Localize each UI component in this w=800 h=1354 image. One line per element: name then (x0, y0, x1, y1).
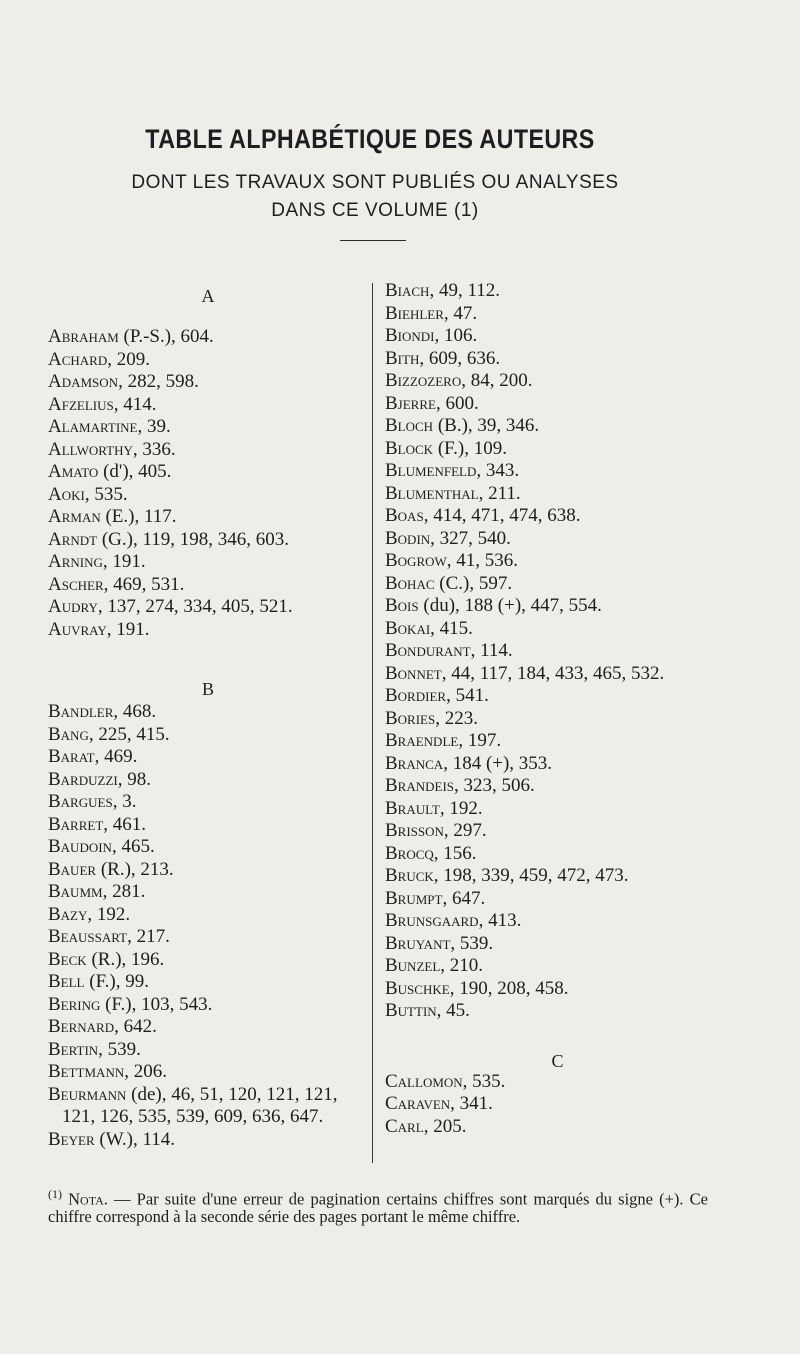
author-name: Buttin (385, 1000, 437, 1021)
author-entry (48, 394, 368, 417)
author-name: Bories (385, 707, 436, 729)
page-references: , 336. (132, 438, 176, 460)
page-references: , 44, 117, 184, 433, 465, 532. (441, 662, 665, 684)
page-references: , 39. (137, 416, 171, 437)
author-entry (385, 663, 730, 686)
author-entry (385, 955, 730, 978)
author-name: Callomon (385, 1070, 463, 1092)
author-name: Brunsgaard (385, 910, 479, 931)
section-letter: B (201, 679, 214, 699)
author-entry (48, 1039, 368, 1062)
author-entry (48, 769, 368, 792)
author-entry (48, 746, 368, 769)
author-name: Branca (385, 752, 444, 774)
author-entry (385, 753, 730, 776)
author-name: Bernard (48, 1016, 115, 1037)
page-references: , 600. (435, 392, 479, 414)
author-name: Beyer (48, 1128, 95, 1150)
author-entry (385, 820, 730, 843)
author-entry (385, 595, 730, 618)
author-entry (48, 926, 368, 949)
author-entry (385, 348, 730, 371)
author-name: Carl (385, 1115, 424, 1137)
footnote-label: Nota. (68, 1189, 108, 1209)
author-name: Arning (48, 551, 103, 572)
author-entry (48, 619, 368, 642)
page-references: , 191. (106, 618, 150, 640)
author-entry (48, 724, 368, 747)
author-entry (48, 484, 368, 507)
page-references: , 642. (114, 1016, 157, 1037)
author-name: Bogrow (385, 550, 447, 571)
page-references: (R.), 213. (96, 858, 174, 880)
author-entry (385, 910, 730, 933)
page-references: , 3. (112, 791, 137, 812)
page-references: (E.), 117. (100, 506, 177, 527)
page-references: , 415. (430, 617, 473, 639)
page-references: , 461. (103, 813, 147, 835)
author-entry (48, 881, 368, 904)
page-references: , 465. (111, 836, 155, 857)
page-references: , 469. (94, 746, 138, 767)
author-entry (48, 416, 368, 439)
right-column (385, 280, 730, 1138)
page-references: , 114. (470, 640, 513, 661)
author-entry (385, 888, 730, 911)
author-entry (385, 730, 730, 753)
author-entry (385, 1093, 730, 1116)
page-references: (F.), 109. (433, 437, 508, 459)
author-entry (385, 1116, 730, 1139)
author-entry (48, 701, 368, 724)
page-references: , 609, 636. (419, 347, 501, 369)
author-entry (385, 708, 730, 731)
author-name: Bloch (385, 415, 434, 436)
page-references: , 84, 200. (461, 370, 533, 391)
entry-list (48, 326, 368, 641)
page-references: (F.), 99. (84, 971, 149, 992)
page-references: (G.), 119, 198, 346, 603. (97, 528, 290, 550)
author-entry (48, 1084, 368, 1129)
page-references: , 191. (102, 551, 146, 572)
author-entry (385, 393, 730, 416)
author-name: Beaussart (48, 926, 128, 947)
footnote-text: — Par suite d'une erreur de pagination certains chiffres sont marqués du signe (+). Ce chiffre correspond à la seconde série des pages portant le même chiffre. (48, 1189, 709, 1226)
page-references: , 197. (458, 730, 502, 751)
author-name: Bauer (48, 858, 97, 880)
author-entry (48, 349, 368, 372)
author-name: Bertin (48, 1038, 99, 1060)
author-entry (48, 371, 368, 394)
author-entry (48, 439, 368, 462)
author-entry (385, 685, 730, 708)
page-references: , 205. (423, 1115, 467, 1137)
page-references: , 535. (84, 483, 128, 505)
left-column (48, 280, 368, 1151)
author-name: Bizzozero (385, 370, 462, 391)
page-references: , 282, 598. (118, 371, 199, 392)
author-entry (385, 280, 730, 303)
page-references: , 414. (113, 393, 157, 415)
page-references: (B.), 39, 346. (433, 415, 540, 436)
author-name: Brisson (385, 820, 444, 841)
author-entry (48, 551, 368, 574)
page-references: , 541. (446, 685, 489, 706)
author-name: Bruyant (385, 932, 451, 954)
author-entry (385, 303, 730, 326)
author-name: Bith (385, 347, 420, 369)
page-title: TABLE ALPHABÉTIQUE DES AUTEURS (145, 124, 595, 154)
author-entry (385, 505, 730, 528)
author-name: Bois (385, 595, 419, 616)
author-entry (48, 814, 368, 837)
page-references: , 47. (443, 302, 478, 324)
page-references: , 323, 506. (454, 775, 535, 796)
author-name: Biondi (385, 325, 435, 346)
author-name: Aoki (48, 483, 85, 505)
author-entry (385, 618, 730, 641)
author-entry (385, 370, 730, 393)
page-references: , 206. (124, 1061, 167, 1082)
page-references: , 414, 471, 474, 638. (423, 505, 581, 526)
section-letter: A (201, 286, 215, 306)
author-name: Bering (48, 993, 101, 1015)
page-references: (F.), 103, 543. (100, 993, 213, 1015)
author-entry (48, 904, 368, 927)
author-entry (385, 438, 730, 461)
author-entry (385, 843, 730, 866)
author-entry (48, 596, 368, 619)
author-entry (385, 978, 730, 1001)
page-references: , 210. (440, 955, 484, 976)
page-references: , 41, 536. (446, 550, 519, 571)
author-name: Bodin (385, 527, 431, 549)
page-references: , 468. (113, 701, 157, 722)
page-references: , 192. (439, 797, 483, 819)
author-name: Beck (48, 948, 87, 970)
author-name: Bargues (48, 791, 113, 812)
author-name: Buschke (385, 977, 450, 999)
page-references: , 137, 274, 334, 405, 521. (97, 596, 293, 617)
page-subtitle-line1: DONT LES TRAVAUX SONT PUBLIÉS OU ANALYSES (131, 172, 619, 193)
author-name: Achard (48, 348, 108, 370)
author-entry (48, 529, 368, 552)
author-entry (385, 550, 730, 573)
author-name: Bokai (385, 617, 431, 639)
page-references: , 469, 531. (103, 573, 185, 595)
author-name: Bordier (385, 685, 447, 706)
author-name: Ascher (48, 573, 104, 595)
author-name: Baumm (48, 881, 103, 902)
author-name: Brault (385, 797, 440, 819)
page-references: , 647. (442, 887, 486, 909)
author-name: Barat (48, 746, 95, 767)
author-name: Brandeis (385, 775, 455, 796)
author-name: Alamartine (48, 416, 138, 437)
author-name: Afzelius (48, 393, 114, 415)
author-name: Baudoin (48, 836, 112, 857)
author-name: Bunzel (385, 955, 441, 976)
column-divider (372, 283, 373, 1163)
author-entry (385, 483, 730, 506)
page-references: , 209. (107, 348, 150, 370)
footnote-marker: (1) (48, 1187, 62, 1201)
section-letter: C (551, 1050, 564, 1071)
entry-list (48, 701, 368, 1151)
author-entry (385, 1000, 730, 1023)
page-references: (R.), 196. (86, 948, 165, 970)
author-name: Auvray (48, 618, 107, 640)
author-entry (385, 640, 730, 663)
page-references: , 49, 112. (429, 280, 500, 301)
author-entry (48, 949, 368, 972)
author-name: Barduzzi (48, 768, 118, 790)
author-entry (385, 460, 730, 483)
author-entry (385, 528, 730, 551)
author-entry (48, 791, 368, 814)
footnote (48, 1186, 708, 1225)
author-entry (48, 994, 368, 1017)
author-name: Brocq (385, 842, 434, 864)
author-name: Biach (385, 280, 430, 301)
page-references: (C.), 597. (434, 572, 513, 594)
page-references: , 190, 208, 458. (449, 977, 569, 999)
author-entry (48, 836, 368, 859)
page-references: , 217. (127, 926, 170, 947)
author-name: Bazy (48, 903, 88, 925)
page-references: (du), 188 (+), 447, 554. (418, 595, 602, 616)
author-entry (48, 859, 368, 882)
author-name: Block (385, 437, 434, 459)
page-references: , 343. (476, 460, 520, 481)
author-name: Allworthy (48, 438, 133, 460)
page-references: (P.-S.), 604. (118, 326, 214, 347)
page-references: , 327, 540. (430, 527, 511, 549)
page-references: , 223. (435, 707, 478, 729)
page-references: , 297. (443, 820, 487, 841)
author-name: Bohac (385, 572, 435, 594)
author-entry (48, 574, 368, 597)
page-references: , 198, 339, 459, 472, 473. (433, 865, 629, 886)
author-name: Brumpt (385, 887, 443, 909)
page-references: , 106. (434, 325, 478, 346)
author-name: Caraven (385, 1093, 451, 1114)
page-references: (de), 46, 51, 120, 121, 121, 121, 126, 535, 539, 609, 636, 647. (62, 1083, 338, 1127)
author-name: Beurmann (48, 1083, 127, 1105)
page-references: , 535. (462, 1070, 506, 1092)
author-entry (48, 461, 368, 484)
page-references: , 281. (102, 881, 146, 902)
page-references: , 98. (117, 768, 151, 790)
author-name: Arman (48, 506, 101, 527)
author-name: Bondurant (385, 640, 471, 661)
author-entry (48, 506, 368, 529)
author-entry (385, 325, 730, 348)
author-entry (385, 798, 730, 821)
page-references: (d'), 405. (98, 461, 172, 482)
author-name: Braendle (385, 730, 459, 751)
author-name: Boas (385, 505, 424, 526)
author-name: Bonnet (385, 662, 442, 684)
author-name: Blumenfeld (385, 460, 477, 481)
author-name: Blumenthal (385, 482, 479, 504)
page-references: , 341. (450, 1093, 493, 1114)
page-subtitle-line2: DANS CE VOLUME (1) (271, 200, 479, 221)
page-references: (W.), 114. (94, 1128, 176, 1150)
author-name: Adamson (48, 371, 119, 392)
page-references: , 156. (433, 842, 477, 864)
author-entry (48, 326, 368, 349)
author-name: Barret (48, 813, 104, 835)
page-references: , 413. (478, 910, 522, 931)
page-references: , 539. (98, 1038, 141, 1060)
author-entry (385, 415, 730, 438)
page-references: , 192. (87, 903, 131, 925)
author-name: Audry (48, 596, 98, 617)
page-references: , 184 (+), 353. (443, 752, 553, 774)
page-references: , 45. (436, 1000, 470, 1021)
entry-list (385, 280, 730, 1023)
author-name: Bang (48, 723, 89, 745)
page-references: , 539. (450, 932, 494, 954)
author-entry (385, 775, 730, 798)
author-name: Bruck (385, 865, 434, 886)
author-name: Arndt (48, 528, 98, 550)
author-name: Biehler (385, 302, 444, 324)
page-references: , 225, 415. (88, 723, 170, 745)
author-name: Bjerre (385, 392, 436, 414)
author-name: Abraham (48, 326, 119, 347)
page-references: , 211. (478, 482, 521, 504)
author-name: Bandler (48, 701, 114, 722)
author-name: Bettmann (48, 1061, 125, 1082)
title-rule (340, 240, 406, 241)
author-entry (385, 1071, 730, 1094)
author-name: Amato (48, 461, 99, 482)
author-entry (48, 1129, 368, 1152)
author-entry (385, 933, 730, 956)
author-entry (385, 573, 730, 596)
author-name: Bell (48, 971, 85, 992)
entry-list (385, 1071, 730, 1139)
author-entry (48, 1061, 368, 1084)
author-entry (48, 1016, 368, 1039)
author-entry (48, 971, 368, 994)
author-entry (385, 865, 730, 888)
